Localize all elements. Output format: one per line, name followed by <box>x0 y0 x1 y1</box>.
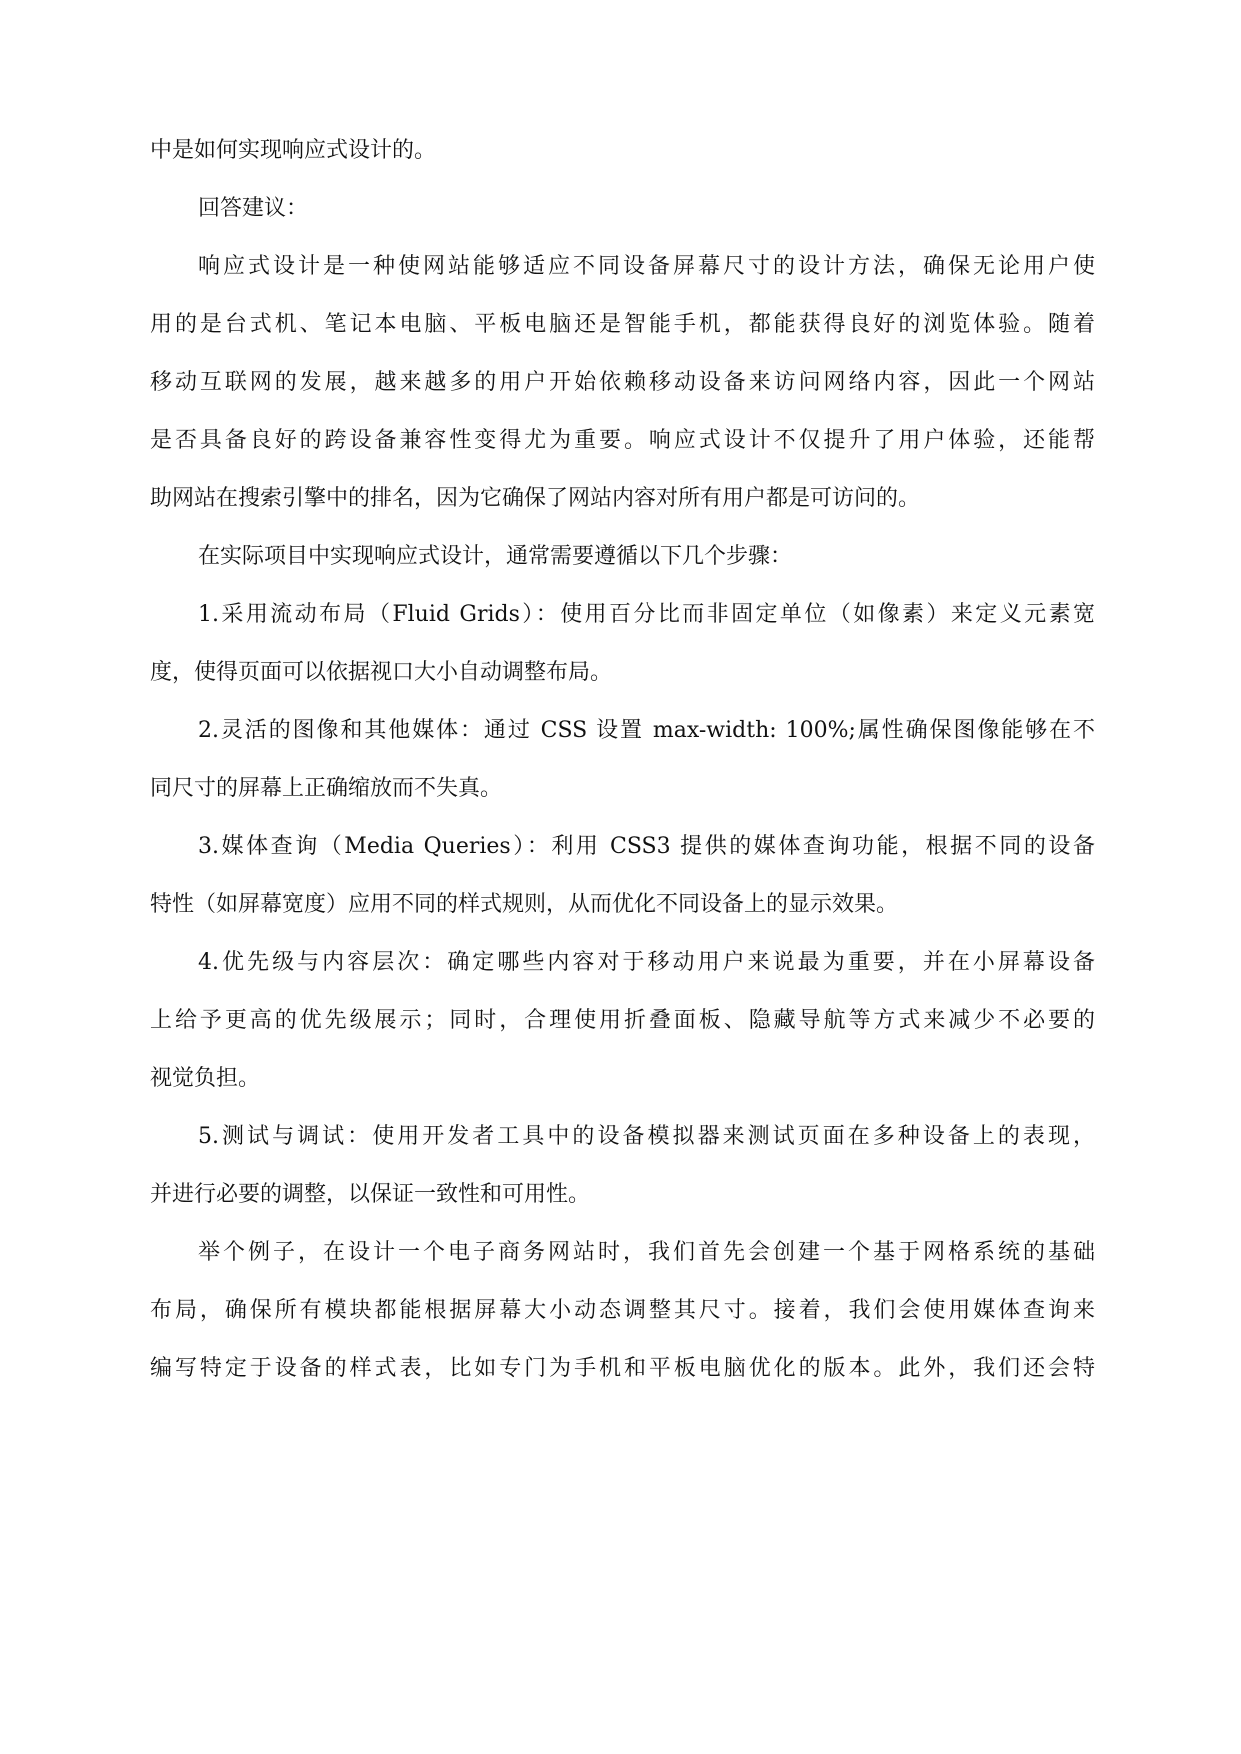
text-line-14: 特性（如屏幕宽度）应用不同的样式规则，从而优化不同设备上的显示效果。 <box>150 892 899 917</box>
text-line-19: 并进行必要的调整，以保证一致性和可用性。 <box>150 1182 591 1207</box>
text-line-5: 移动互联网的发展，越来越多的用户开始依赖移动设备来访问网络内容，因此一个网站 <box>150 370 1095 395</box>
text-line-6: 是否具备良好的跨设备兼容性变得尤为重要。响应式设计不仅提升了用户体验，还能帮 <box>150 428 1095 453</box>
text-line-16: 上给予更高的优先级展示；同时，合理使用折叠面板、隐藏导航等方式来减少不必要的 <box>150 1008 1095 1033</box>
text-line-17: 视觉负担。 <box>150 1066 261 1091</box>
text-line-22: 编写特定于设备的样式表，比如专门为手机和平板电脑优化的版本。此外，我们还会特 <box>150 1356 1095 1381</box>
text-line-3: 响应式设计是一种使网站能够适应不同设备屏幕尺寸的设计方法，确保无论用户使 <box>198 254 1095 279</box>
text-line-10: 度，使得页面可以依据视口大小自动调整布局。 <box>150 660 613 685</box>
text-line-15: 4.优先级与内容层次：确定哪些内容对于移动用户来说最为重要，并在小屏幕设备 <box>198 950 1095 975</box>
text-line-1: 中是如何实现响应式设计的。 <box>150 138 437 163</box>
text-line-21: 布局，确保所有模块都能根据屏幕大小动态调整其尺寸。接着，我们会使用媒体查询来 <box>150 1298 1095 1323</box>
text-line-18: 5.测试与调试：使用开发者工具中的设备模拟器来测试页面在多种设备上的表现， <box>198 1124 1095 1149</box>
text-line-4: 用的是台式机、笔记本电脑、平板电脑还是智能手机，都能获得良好的浏览体验。随着 <box>150 312 1095 337</box>
text-line-8: 在实际项目中实现响应式设计，通常需要遵循以下几个步骤： <box>198 544 793 569</box>
text-line-13: 3.媒体查询（Media Queries）：利用 CSS3 提供的媒体查询功能，根据不同的设备 <box>198 834 1095 859</box>
text-line-20: 举个例子，在设计一个电子商务网站时，我们首先会创建一个基于网格系统的基础 <box>198 1240 1095 1265</box>
text-line-7: 助网站在搜索引擎中的排名，因为它确保了网站内容对所有用户都是可访问的。 <box>150 486 921 511</box>
text-line-11: 2.灵活的图像和其他媒体：通过 CSS 设置 max-width: 100%;属性确保图像能够在不 <box>198 718 1095 743</box>
text-line-9: 1.采用流动布局（Fluid Grids）：使用百分比而非固定单位（如像素）来定义元素宽 <box>198 602 1095 627</box>
text-line-2: 回答建议： <box>198 196 309 221</box>
text-line-12: 同尺寸的屏幕上正确缩放而不失真。 <box>150 776 503 801</box>
